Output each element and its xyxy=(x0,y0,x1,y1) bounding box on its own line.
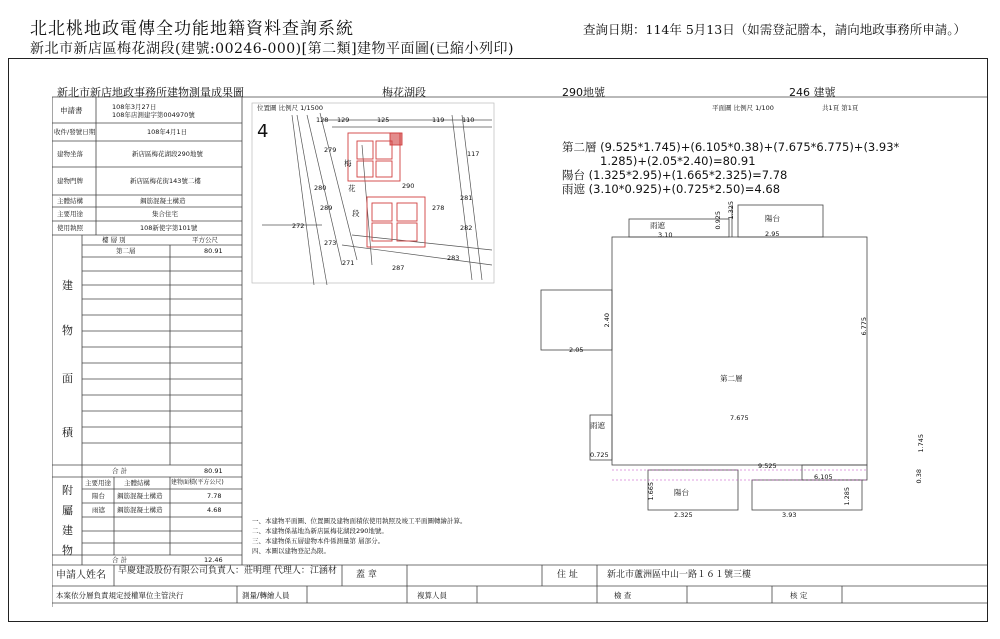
vlabel-1: 物 xyxy=(62,324,73,337)
annex-struct-1: 鋼筋混凝土構造 xyxy=(117,506,163,514)
land-number: 290地號 xyxy=(562,86,605,99)
annex-vlabel-2: 建 xyxy=(62,524,73,537)
map-num-1: 129 xyxy=(337,116,350,124)
formula-floor-2: 第二層 (9.525*1.745)+(6.105*0.38)+(7.675*6.775)+(3.93* xyxy=(562,140,900,154)
map-label-2: 段 xyxy=(352,209,360,218)
map-label-1: 花 xyxy=(348,184,356,193)
value-location: 新店區梅花湖段290地號 xyxy=(132,150,203,158)
map-label-0: 梅 xyxy=(344,159,352,168)
plan-dim-1325: 1.325 xyxy=(727,200,736,220)
plan-dim-1285: 1.285 xyxy=(843,486,852,506)
plan-dim-205: 2.05 xyxy=(569,346,584,354)
map-num-13: 281 xyxy=(460,194,473,202)
plan-floor-label: 第二層 xyxy=(720,374,743,383)
address-label: 住 址 xyxy=(557,570,578,580)
map-num-12: 278 xyxy=(432,204,445,212)
map-num-16: 271 xyxy=(342,259,355,267)
map-num-9: 272 xyxy=(292,222,305,230)
plan-dim-1745: 1.745 xyxy=(917,433,926,453)
annex-area-1: 4.68 xyxy=(207,506,222,514)
annex-use-1: 雨遮 xyxy=(92,506,105,514)
map-num-8: 290 xyxy=(402,182,415,190)
page-info: 共1頁 第1頁 xyxy=(822,104,859,112)
value-receipt: 108年4月1日 xyxy=(147,128,188,136)
map-num-14: 282 xyxy=(460,224,473,232)
label-structure: 主體結構 xyxy=(57,197,83,205)
section-name: 梅花湖段 xyxy=(382,86,426,99)
area-header-floor: 樓 層 別 xyxy=(102,236,126,244)
plan-dim-1665: 1.665 xyxy=(647,481,656,501)
plan-dim-9525: 9.525 xyxy=(758,462,777,470)
address-value: 新北市蘆洲區中山一路１６１號三樓 xyxy=(607,570,752,580)
map-number-4: 4 xyxy=(257,121,269,142)
map-num-4: 110 xyxy=(462,116,475,124)
value-application: 108年3月27日 108年店測建字第004970號 xyxy=(112,103,195,119)
area-floor: 第二層 xyxy=(116,247,136,255)
value-structure: 鋼筋混凝土構造 xyxy=(140,197,186,205)
annex-header-use: 主要用途 xyxy=(85,479,111,487)
formula-floor-2-cont: 1.285)+(2.05*2.40)=80.91 xyxy=(600,154,756,168)
value-permit: 108新使字第101號 xyxy=(140,224,198,232)
note-1: 一、本建物平面圖、位置圖及建物面積依使用執照及竣工平面圖轉繪計算。 xyxy=(252,517,467,525)
sheet-lines xyxy=(52,85,987,607)
applicant-label: 申請人姓名 xyxy=(56,570,106,581)
plan-dim-6775: 6.775 xyxy=(860,316,869,336)
annex-vlabel-3: 物 xyxy=(62,544,73,557)
map-num-0: 128 xyxy=(316,116,329,124)
plan-dim-2325: 2.325 xyxy=(674,511,693,519)
system-title: 北北桃地政電傳全功能地籍資料查詢系統 xyxy=(30,19,354,39)
plan-dim-038: 0.38 xyxy=(914,469,923,484)
rule-text: 本案依分層負責規定授權單位主管決行 xyxy=(56,591,184,600)
note-4: 四、本圖以建物登記為限。 xyxy=(252,547,330,555)
annex-total: 12.46 xyxy=(204,556,223,564)
vlabel-0: 建 xyxy=(62,279,73,292)
map-num-11: 289 xyxy=(320,204,333,212)
approve-label: 核 定 xyxy=(790,591,808,600)
plan-scale: 平面圖 比例尺 1/100 xyxy=(712,104,774,112)
surveyor-label: 測量/轉繪人員 xyxy=(242,591,290,600)
map-num-10: 273 xyxy=(324,239,337,247)
note-2: 二、本建物係基地為新店區梅花湖段290地號。 xyxy=(252,527,388,535)
plan-dim-0925: 0.925 xyxy=(714,210,723,230)
map-num-7: 280 xyxy=(314,184,327,192)
plan-dim-240: 2.40 xyxy=(602,313,611,328)
formula-canopy: 雨遮 (3.10*0.925)+(0.725*2.50)=4.68 xyxy=(562,182,781,196)
value-use: 集合住宅 xyxy=(152,210,178,218)
map-num-5: 117 xyxy=(467,150,480,158)
applicant-name: 早慶建設股份有限公司負責人：莊明理 代理人：江涵材 xyxy=(118,566,337,576)
seal-label: 蓋 章 xyxy=(356,570,377,580)
annex-use-0: 陽台 xyxy=(92,492,105,500)
query-date: 查詢日期：114年 5月13日（如需登記謄本，請向地政事務所申請。） xyxy=(583,22,966,37)
area-header-unit: 平方公尺 xyxy=(192,236,218,244)
vlabel-3: 積 xyxy=(62,426,73,439)
office-title: 新北市新店地政事務所建物測量成果圖 xyxy=(57,86,244,99)
plan-dim-7675: 7.675 xyxy=(730,414,749,422)
plan-balcony-top: 陽台 xyxy=(765,214,780,223)
building-number: 246 建號 xyxy=(789,86,836,99)
check-label: 檢 查 xyxy=(614,591,632,600)
value-address: 新店區梅花街143號二樓 xyxy=(130,177,201,185)
annex-area-0: 7.78 xyxy=(207,492,222,500)
annex-struct-0: 鋼筋混凝土構造 xyxy=(117,492,163,500)
label-permit: 使用執照 xyxy=(57,224,83,232)
plan-dim-0725: 0.725 xyxy=(590,451,609,459)
formula-balcony: 陽台 (1.325*2.95)+(1.665*2.325)=7.78 xyxy=(562,168,788,182)
note-3: 三、本建物係五層建物本件係測量第 層部分。 xyxy=(252,537,385,545)
area-total: 80.91 xyxy=(204,467,223,475)
map-num-6: 279 xyxy=(324,146,337,154)
plan-balcony-bottom: 陽台 xyxy=(674,488,689,497)
annex-header-struct: 主體結構 xyxy=(124,479,150,487)
plan-canopy-left: 雨遮 xyxy=(590,421,605,430)
map-num-15: 283 xyxy=(447,254,460,262)
reviewer-label: 複算人員 xyxy=(417,591,447,600)
annex-total-label: 合 計 xyxy=(112,556,128,564)
annex-header-area: 建物面積(平方公尺) xyxy=(171,479,224,486)
survey-sheet xyxy=(52,85,987,607)
label-address: 建物門牌 xyxy=(57,177,83,185)
plan-canopy-top: 雨遮 xyxy=(650,221,665,230)
plan-canopy-top-dim: 3.10 xyxy=(658,231,673,239)
document-subtitle: 新北市新店區梅花湖段(建號:00246-000)[第二類]建物平面圖(已縮小列印) xyxy=(30,41,514,57)
label-location: 建物坐落 xyxy=(57,150,83,158)
plan-balcony-top-dim: 2.95 xyxy=(765,230,780,238)
location-scale: 位置圖 比例尺 1/1500 xyxy=(257,104,323,112)
building-footprint xyxy=(348,133,425,247)
floor-plan xyxy=(541,205,867,510)
area-total-label: 合 計 xyxy=(112,467,128,475)
plan-dim-6105: 6.105 xyxy=(814,473,833,481)
vlabel-2: 面 xyxy=(62,372,73,385)
map-num-3: 119 xyxy=(432,116,445,124)
label-use: 主要用途 xyxy=(57,210,83,218)
map-num-2: 125 xyxy=(377,116,390,124)
map-num-17: 287 xyxy=(392,264,405,272)
label-receipt: 收件/發號日期 xyxy=(54,128,96,136)
plan-dim-393: 3.93 xyxy=(782,511,797,519)
annex-vlabel-0: 附 xyxy=(62,484,73,497)
area-value: 80.91 xyxy=(204,247,223,255)
label-application: 申請書 xyxy=(60,106,83,115)
annex-vlabel-1: 屬 xyxy=(62,504,73,517)
